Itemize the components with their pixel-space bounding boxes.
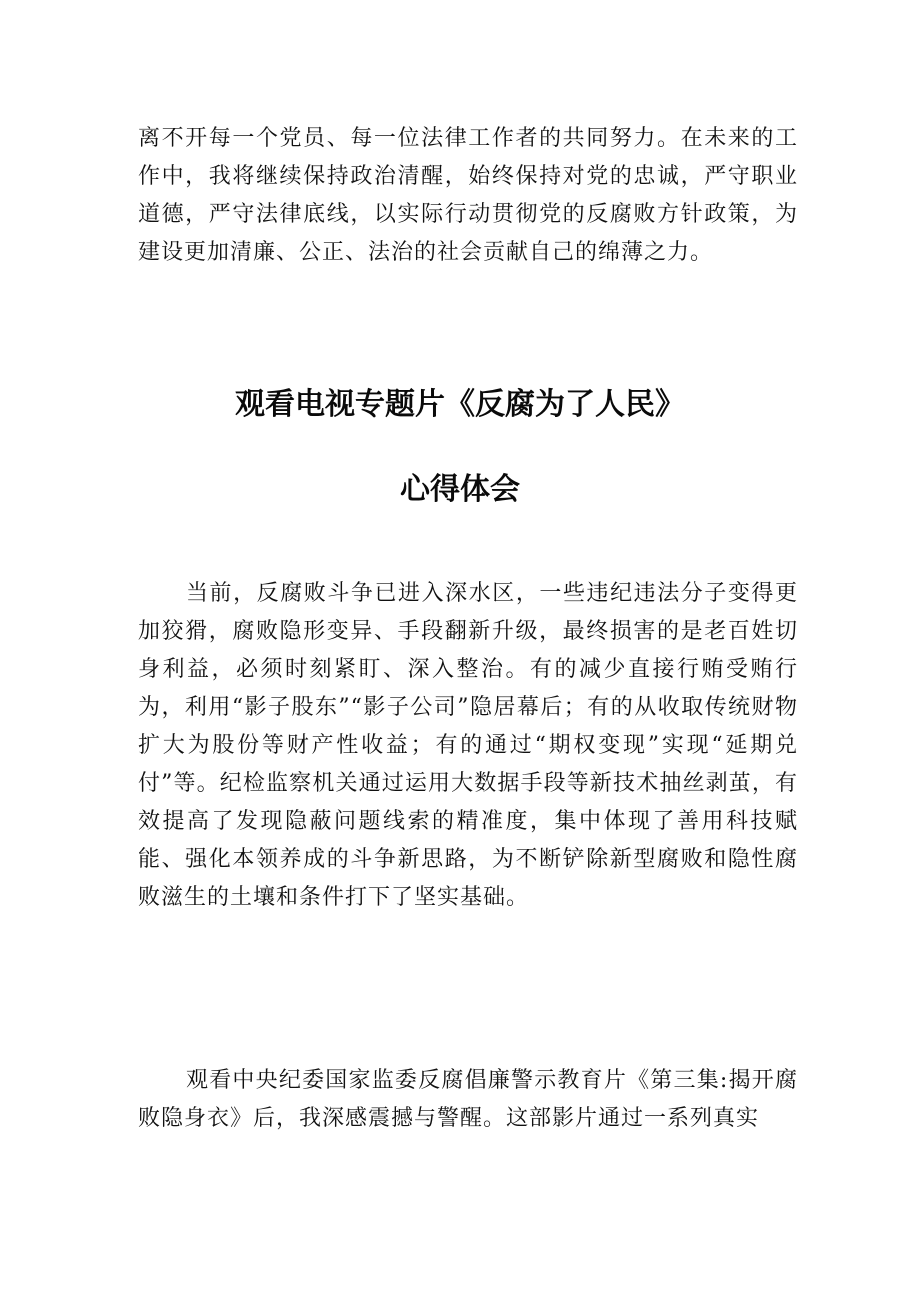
intro-paragraph: 离不开每一个党员、每一位法律工作者的共同努力。在未来的工作中，我将继续保持政治清醒，始终保持对党的忠诚，严守职业道德，严守法律底线，以实际行动贯彻党的反腐败方针政策，为建设更加清廉、公正、法治的社会贡献自己的绵薄之力。 xyxy=(138,126,798,265)
document-title-line-2: 心得体会 xyxy=(400,472,520,507)
body-paragraph-1: 当前，反腐败斗争已进入深水区，一些违纪违法分子变得更加狡猾，腐败隐形变异、手段翻新升级，最终损害的是老百姓切身利益，必须时刻紧盯、深入整治。有的减少直接行贿受贿行为，利用“影子股东”“影子公司”隐居幕后；有的从收取传统财物扩大为股份等财产性收益；有的通过“期权变现”实现“延期兑付”等。纪检监察机关通过运用大数据手段等新技术抽丝剥茧，有效提高了发现隐蔽问题线索的精准度，集中体现了善用科技赋能、强化本领养成的斗争新思路，为不断铲除新型腐败和隐性腐败滋生的土壤和条件打下了坚实基础。 xyxy=(138,581,798,910)
document-title-line-1: 观看电视专题片《反腐为了人民》 xyxy=(235,387,685,422)
body-paragraph-2: 观看中央纪委国家监委反腐倡廉警示教育片《第三集:揭开腐败隐身衣》后，我深感震撼与警醒。这部影片通过一系列真实 xyxy=(138,1068,798,1131)
